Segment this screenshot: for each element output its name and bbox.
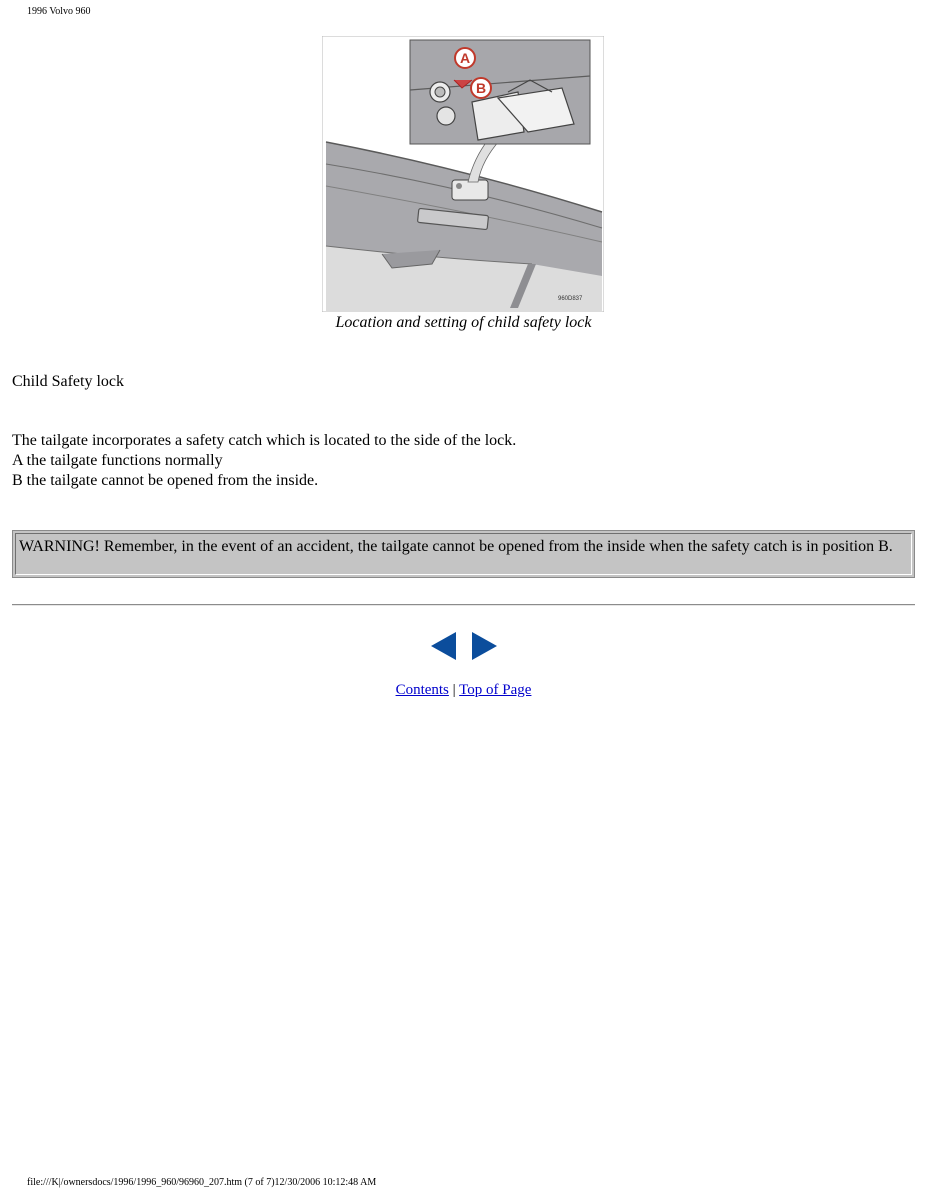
child-lock-illustration <box>322 36 604 312</box>
footer-links <box>0 682 927 699</box>
child-lock-figure <box>322 36 604 312</box>
file-path-footer: file:///K|/ownersdocs/1996/1996_960/96960_207.htm (7 of 7)12/30/2006 10:12:48 AM <box>27 1177 377 1188</box>
figure-label-b: B <box>475 80 487 96</box>
figure-label-a: A <box>459 50 471 66</box>
arrow-right-icon[interactable] <box>470 631 498 661</box>
top-of-page-link[interactable]: Top of Page <box>459 682 532 698</box>
section-title: Child Safety lock <box>12 373 124 390</box>
warning-box <box>12 530 915 578</box>
document-header: 1996 Volvo 960 <box>27 6 91 17</box>
page-navigation <box>430 631 498 661</box>
warning-text: WARNING! Remember, in the event of an accident, the tailgate cannot be opened from the inside when the safety catch is in position B. <box>15 533 912 575</box>
body-line: The tailgate incorporates a safety catch which is located to the side of the lock. <box>12 432 517 449</box>
body-text <box>12 431 516 491</box>
body-line: A the tailgate functions normally <box>12 452 223 469</box>
contents-link[interactable]: Contents <box>395 682 449 698</box>
arrow-left-icon[interactable] <box>430 631 458 661</box>
figure-image-code: 960D837 <box>558 296 583 302</box>
link-separator: | <box>452 682 456 698</box>
figure-caption: Location and setting of child safety lock <box>335 314 592 331</box>
body-line: B the tailgate cannot be opened from the inside. <box>12 472 319 489</box>
horizontal-divider <box>12 604 915 606</box>
